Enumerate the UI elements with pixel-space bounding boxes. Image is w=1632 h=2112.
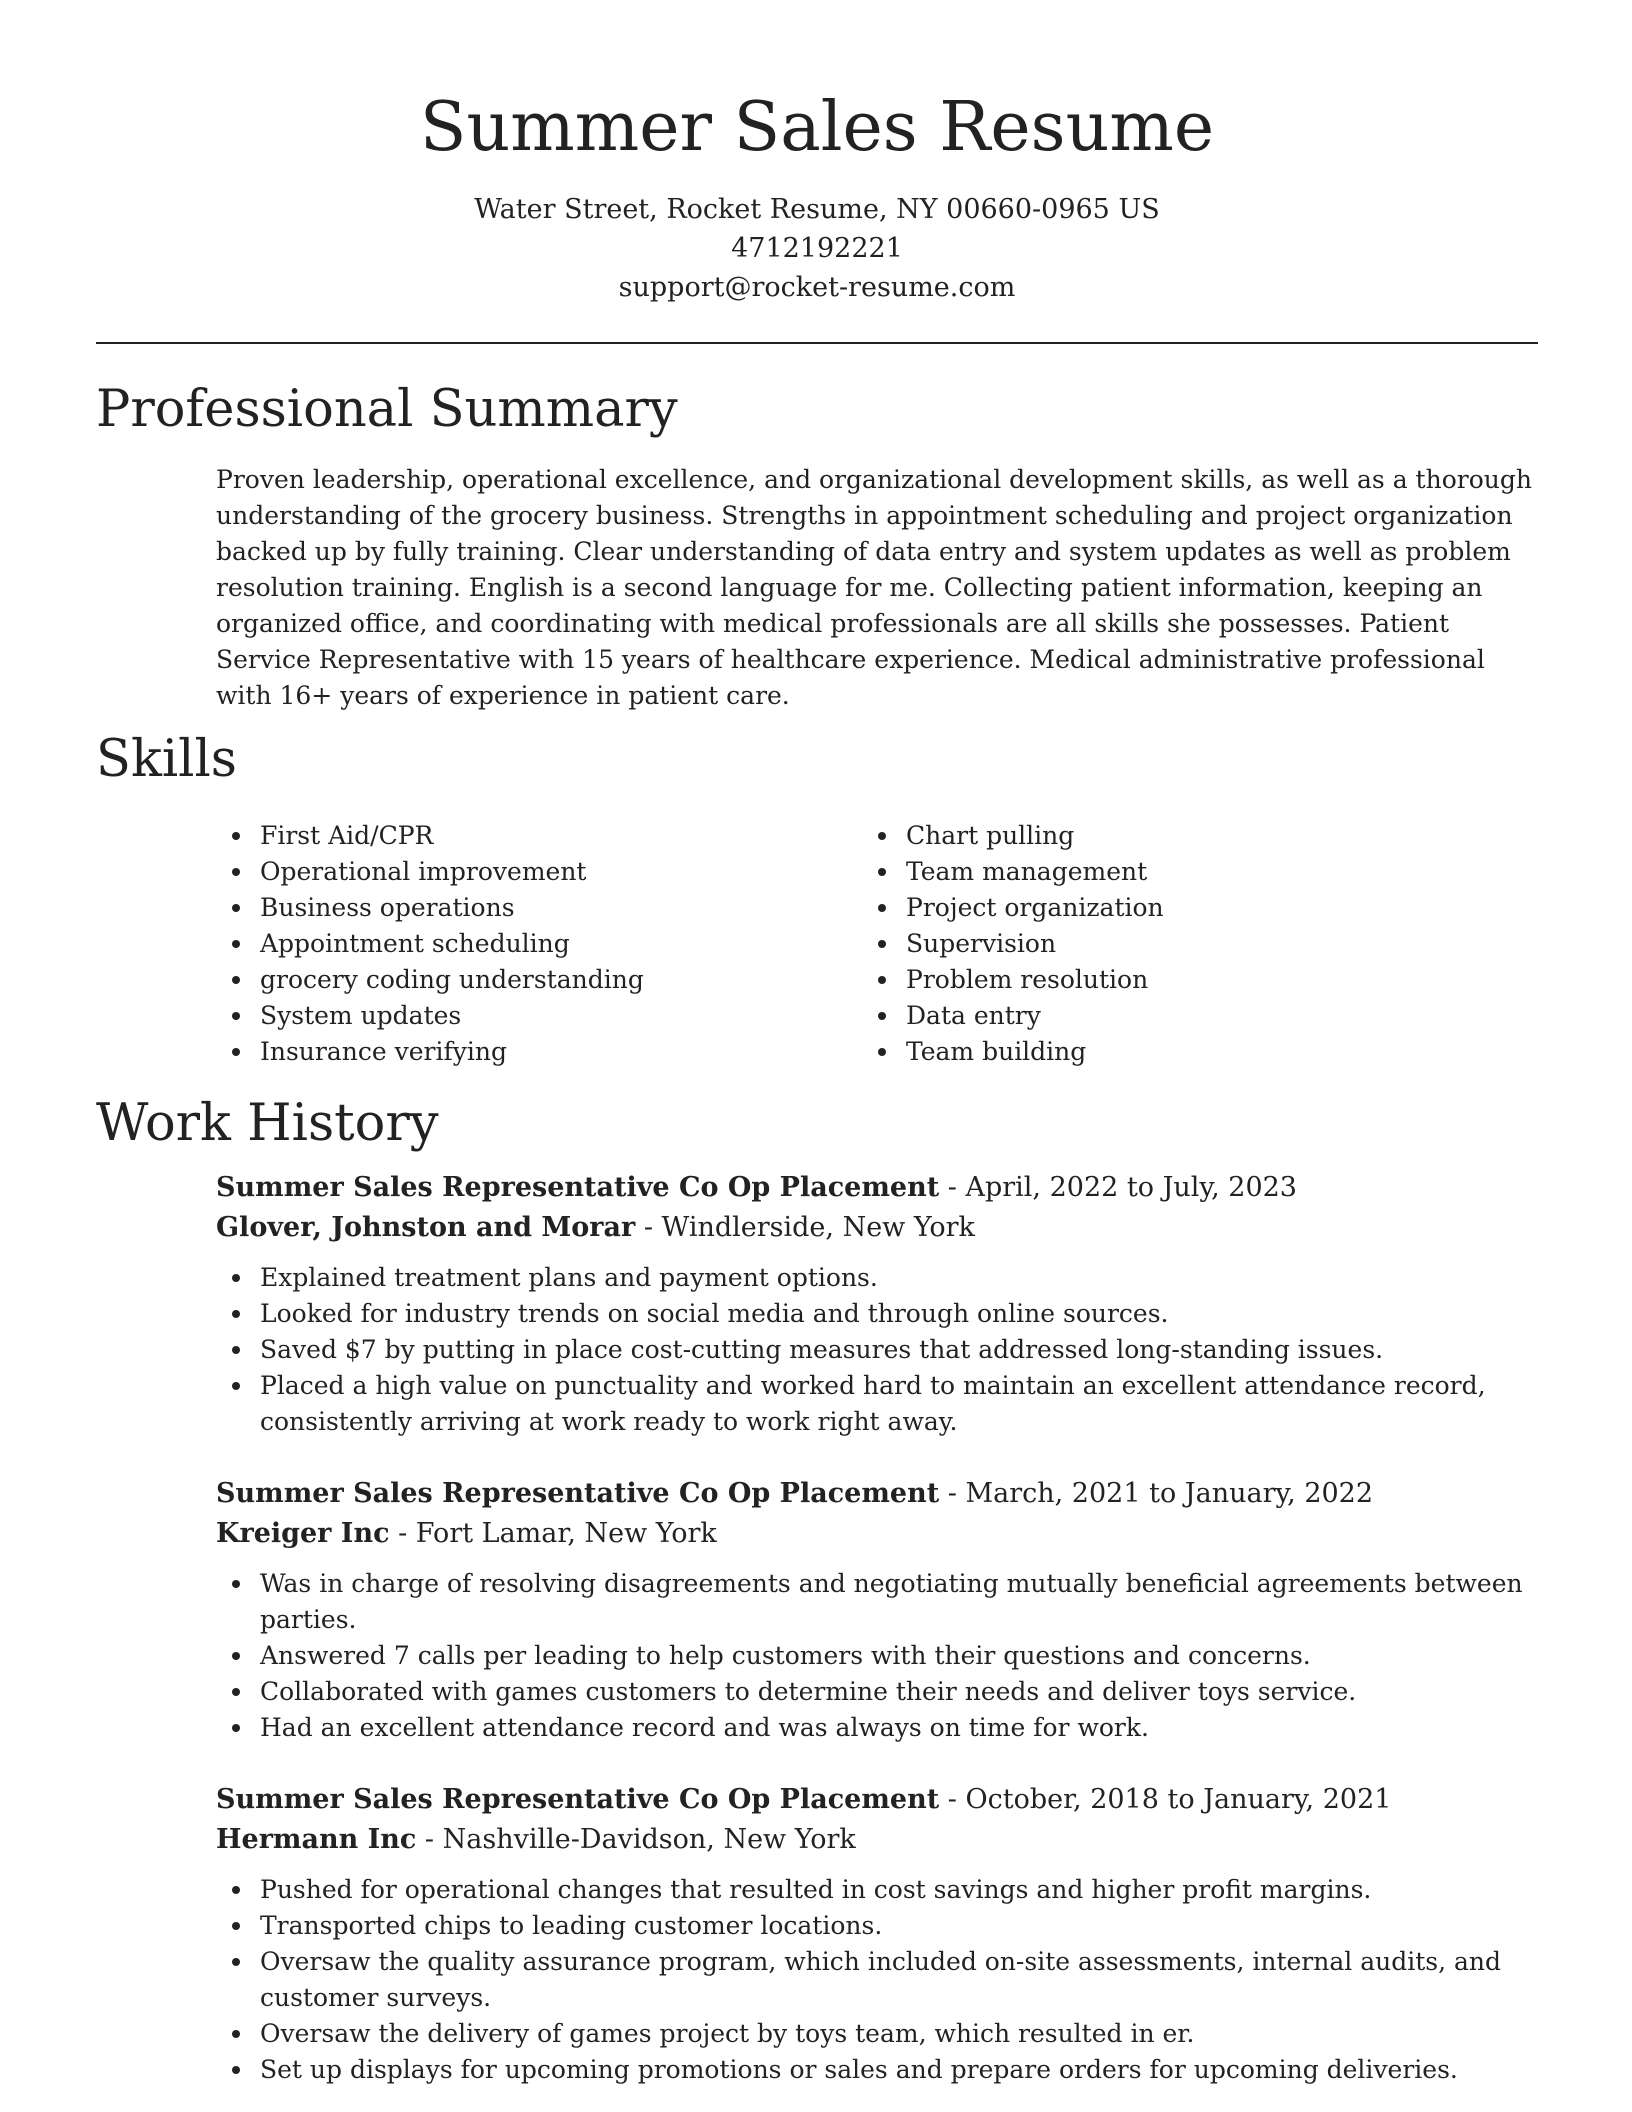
- job-entry: [216, 1780, 1538, 2088]
- skill-item: Supervision: [862, 926, 1462, 962]
- job-bullets: [216, 1260, 1538, 1440]
- job-bullet: Placed a high value on punctuality and worked hard to maintain an excellent attendance record, consistently arriving at work ready to work right away.: [216, 1368, 1538, 1440]
- skill-item: Chart pulling: [862, 818, 1462, 854]
- skill-item: Data entry: [862, 998, 1462, 1034]
- job-bullet: Saved $7 by putting in place cost-cutting measures that addressed long-standing issues.: [216, 1332, 1538, 1368]
- skill-item: First Aid/CPR: [216, 818, 816, 854]
- address-text: Water Street, Rocket Resume, NY 00660-0965 US: [474, 194, 1160, 225]
- job-company: Glover, Johnston and Morar: [216, 1212, 636, 1243]
- job-location: - Windlerside, New York: [635, 1212, 975, 1243]
- skill-item: Team building: [862, 1034, 1462, 1070]
- job-position: Summer Sales Representative Co Op Placement: [216, 1172, 940, 1203]
- skills-list-right: [862, 818, 1462, 1070]
- job-company-line: [216, 1208, 1538, 1248]
- job-entry: [216, 1474, 1538, 1746]
- job-company-line: [216, 1514, 1538, 1554]
- skill-item: Insurance verifying: [216, 1034, 816, 1070]
- job-bullet: Transported chips to leading customer locations.: [216, 1908, 1538, 1944]
- job-dates: - April, 2022 to July, 2023: [939, 1172, 1297, 1203]
- email-text: support@rocket-resume.com: [618, 272, 1016, 303]
- header-divider: [96, 342, 1538, 344]
- job-bullet: Had an excellent attendance record and was always on time for work.: [216, 1710, 1538, 1746]
- skill-item: Problem resolution: [862, 962, 1462, 998]
- job-bullet: Oversaw the quality assurance program, which included on-site assessments, internal audits, and customer surveys.: [216, 1944, 1538, 2016]
- summary-text: Proven leadership, operational excellence, and organizational development skills, as well as a thorough understanding of the grocery business. Strengths in appointment scheduling and project organization backed up by fully training. Clear understanding of data entry and system updates as well as problem resolution training. English is a second language for me. Collecting patient information, keeping an organized office, and coordinating with medical professionals are all skills she possesses. Patient Service Representative with 15 years of healthcare experience. Medical administrative professional with 16+ years of experience in patient care.: [216, 465, 1532, 710]
- skill-item: Business operations: [216, 890, 816, 926]
- job-bullet: Explained treatment plans and payment options.: [216, 1260, 1538, 1296]
- skill-item: System updates: [216, 998, 816, 1034]
- job-position: Summer Sales Representative Co Op Placement: [216, 1784, 940, 1815]
- skill-item: Project organization: [862, 890, 1462, 926]
- job-company-line: [216, 1820, 1538, 1860]
- job-bullet: Was in charge of resolving disagreements and negotiating mutually beneficial agreements between parties.: [216, 1566, 1538, 1638]
- job-bullet: Collaborated with games customers to determine their needs and deliver toys service.: [216, 1674, 1538, 1710]
- skill-item: Team management: [862, 854, 1462, 890]
- skill-item: Operational improvement: [216, 854, 816, 890]
- job-bullet: Pushed for operational changes that resulted in cost savings and higher profit margins.: [216, 1872, 1538, 1908]
- job-title-line: [216, 1780, 1538, 1820]
- job-title-line: [216, 1168, 1538, 1208]
- job-bullets: [216, 1872, 1538, 2088]
- skill-item: Appointment scheduling: [216, 926, 816, 962]
- job-dates: - October, 2018 to January, 2021: [939, 1784, 1392, 1815]
- job-company: Kreiger Inc: [216, 1518, 390, 1549]
- job-bullet: Set up displays for upcoming promotions or sales and prepare orders for upcoming deliveries.: [216, 2052, 1538, 2088]
- job-position: Summer Sales Representative Co Op Placement: [216, 1478, 940, 1509]
- resume-title: Summer Sales Resume: [419, 88, 1215, 167]
- phone-text: 4712192221: [731, 233, 903, 264]
- skills-heading: Skills: [96, 730, 237, 789]
- work-history-heading: Work History: [96, 1094, 439, 1153]
- job-bullets: [216, 1566, 1538, 1746]
- contact-block: [96, 190, 1538, 307]
- job-dates: - March, 2021 to January, 2022: [939, 1478, 1374, 1509]
- skill-item: grocery coding understanding: [216, 962, 816, 998]
- job-entry: [216, 1168, 1538, 1440]
- summary-heading: Professional Summary: [96, 380, 678, 439]
- job-title-line: [216, 1474, 1538, 1514]
- job-location: - Fort Lamar, New York: [389, 1518, 717, 1549]
- job-bullet: Looked for industry trends on social media and through online sources.: [216, 1296, 1538, 1332]
- skills-list-left: [216, 818, 816, 1070]
- job-company: Hermann Inc: [216, 1824, 417, 1855]
- job-location: - Nashville-Davidson, New York: [416, 1824, 856, 1855]
- job-bullet: Answered 7 calls per leading to help customers with their questions and concerns.: [216, 1638, 1538, 1674]
- job-bullet: Oversaw the delivery of games project by toys team, which resulted in er.: [216, 2016, 1538, 2052]
